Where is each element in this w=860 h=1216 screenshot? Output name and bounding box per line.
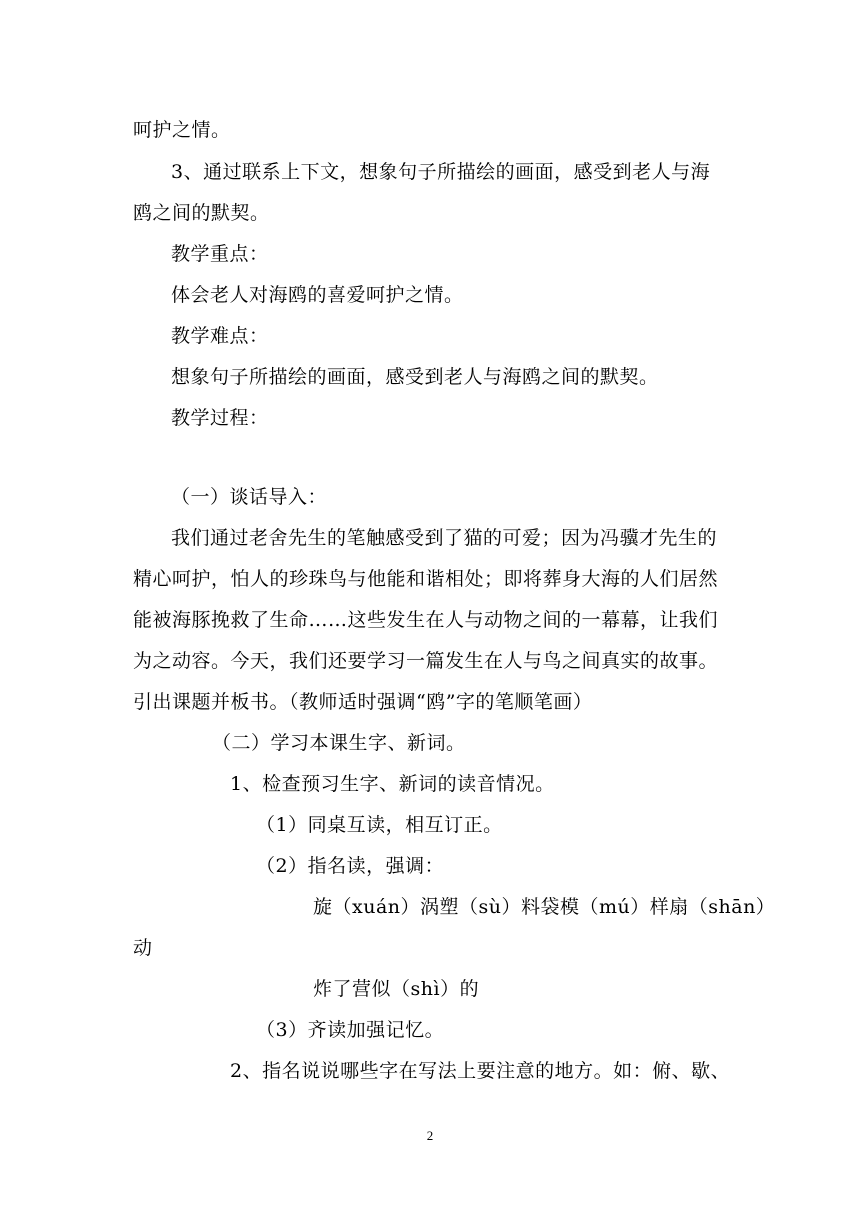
paragraph-line-2: 精心呵护，怕人的珍珠鸟与他能和谐相处；即将葬身大海的人们居然	[133, 568, 719, 590]
section-1-heading: （一）谈话导入：	[171, 486, 328, 508]
step-1-sub-1: （1）同桌互读，相互订正。	[256, 814, 503, 836]
step-1-sub-3: （3）齐读加强记忆。	[256, 1019, 445, 1041]
difficulties-text: 想象句子所描绘的画面，感受到老人与海鸥之间的默契。	[171, 366, 659, 388]
pinyin-line-1: 旋（xuán）涡塑（sù）料袋模（mú）样扇（shān）	[313, 896, 776, 918]
page-number: 2	[426, 1128, 434, 1143]
process-heading: 教学过程：	[171, 407, 269, 429]
objective-3-line-2: 鸥之间的默契。	[133, 202, 270, 224]
objective-3-line-1: 3、通过联系上下文，想象句子所描绘的画面，感受到老人与海	[171, 161, 711, 183]
section-2-heading: （二）学习本课生字、新词。	[212, 732, 466, 754]
pinyin-line-2: 动	[133, 937, 153, 959]
step-2-text: 2、指名说说哪些字在写法上要注意的地方。如：俯、歇、	[230, 1060, 731, 1082]
paragraph-line-3: 能被海豚挽救了生命……这些发生在人与动物之间的一幕幕，让我们	[133, 609, 719, 631]
step-1-sub-2: （2）指名读，强调：	[256, 855, 445, 877]
pinyin-line-3: 炸了营似（shì）的	[313, 978, 480, 1000]
text-line-1: 呵护之情。	[133, 119, 231, 141]
difficulties-heading: 教学难点：	[171, 325, 269, 347]
key-points-text: 体会老人对海鸥的喜爱呵护之情。	[171, 284, 464, 306]
paragraph-line-5: 引出课题并板书。（教师适时强调“鸥”字的笔顺笔画）	[133, 691, 593, 713]
key-points-heading: 教学重点：	[171, 243, 269, 265]
paragraph-line-4: 为之动容。今天，我们还要学习一篇发生在人与鸟之间真实的故事。	[133, 650, 719, 672]
step-1-text: 1、检查预习生字、新词的读音情况。	[230, 773, 555, 795]
paragraph-line-1: 我们通过老舍先生的笔触感受到了猫的可爱；因为冯骥才先生的	[171, 527, 718, 549]
